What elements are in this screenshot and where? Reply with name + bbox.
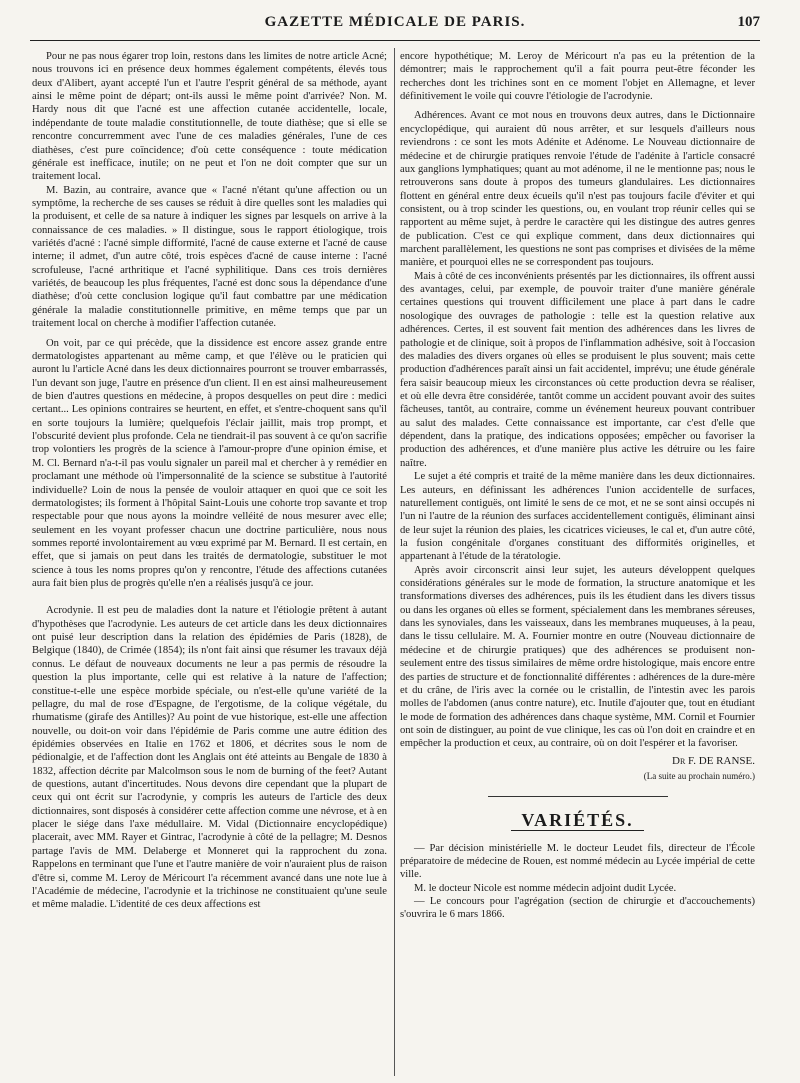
paragraph-adherences-intro: Adhérences. Avant ce mot nous en trouvons deux autres, dans le Dictionnaire encyclopédique, qui auraient dû nous arrêter, et sur lesquels d'ailleurs nous reviendrons : ce sont les mots Adénite et Adénome. Le Nouveau dictionnaire de médecine et de chirurgie pratiques renvoie l'étude de l'adénite à l'article consacré aux ganglions lymphatiques; quant au mot adénome, il ne le mentionne pas; nous le retrouverons sans doute à propos des tumeurs glandulaires. Les dictionnaires flottent en général entre deux écueils qu'il n'est pas toujours facile d'éviter et qui consistent, ou à trop scinder les questions, ou, en voulant trop réunir celles qui se rapportent au même sujet, à perdre le caractère qui les distingue des autres genres de publication. C'est ce qui explique comment, dans deux dictionnaires qui marchent parallèlement, les questions ne sont pas comprises et divisées de la même manière, et pourquoi elles ne se correspondent pas toujours. <box>400 110 755 269</box>
column-divider <box>394 48 395 1076</box>
news-item-leudet: — Par décision ministérielle M. le docteur Leudet fils, directeur de l'École préparatoire de médecine de Rouen, est nommé médecin au Lycée impérial de cette ville. <box>400 842 755 881</box>
left-column <box>32 50 387 1075</box>
page-number: 107 <box>737 14 760 30</box>
paragraph-acne-hardy: Pour ne pas nous égarer trop loin, restons dans les limites de notre article Acné; nous trouvons ici en présence deux hommes également compétents, élevés tous deux d'Alibert, ayant accepté l'un et l'autre l'esprit général de sa méthode, ayant ainsi le même point de départ; ont-ils aussi le même point d'arrivée? Non. M. Hardy nous dit que l'acné est une affection cutanée accidentelle, locale, indépendante de toute maladie constitutionnelle, de toute diathèse; que si elle se rencontre concurremment avec l'une de ces maladies générales, l'une de ces diathèses, c'est pure coïncidence; d'où cette conséquence : toute médication générale est inefficace, inutile; on ne peut et l'on ne doit compter que sur un traitement local. <box>32 51 387 183</box>
paragraph-adherences-avantages: Mais à côté de ces inconvénients présentés par les dictionnaires, ils offrent aussi des avantages, celui, par exemple, de pouvoir traiter d'une manière générale certaines questions qui trouvent difficilement une place à part dans le cadre nosologique des ouvrages de pathologie : telle est la question relative aux adhérences. Certes, il est souvent fait mention des adhérences dans les livres de pathologie et de clinique, soit à propos de l'inflammation adhésive, soit à l'occasion des maladies des divers organes où elles se produisent le plus souvent; mais cette production d'adhérences paraît ainsi un fait accidentel, imprévu; une étude générale fera saisir beaucoup mieux les circonstances où cette production devra se réaliser, et où elle devra être considérée, tantôt comme un accident pouvant avoir des suites fâcheuses, tantôt, au contraire, comme un événement heureux pouvant contribuer au salut des malades. Cette connaissance est importante, car c'est d'elle que dépendent, dans la pratique, des indications opposées; empêcher ou favoriser la production des adhérences, et d'une manière plus active les détruire ou les faire naître. <box>400 270 755 469</box>
page-header <box>30 14 760 41</box>
right-column <box>400 50 755 1075</box>
to-be-continued-note: (La suite au prochain numéro.) <box>643 770 755 781</box>
section-title-varietes <box>400 809 755 832</box>
paragraph-acrodynie: Acrodynie. Il est peu de maladies dont la nature et l'étiologie prêtent à autant d'hypothèses que l'acrodynie. Les auteurs de cet article dans les deux dictionnaires ont puisé leur description dans la relation des épidémies de Paris (1828), de Belgique (1840), de Crimée (1854); ils n'ont fait ainsi que résumer les travaux déjà connus. Le défaut de nouveaux documents ne leur a pas permis de résoudre la question la plus importante, celle qui est relative à la nature de l'affection; constitue-t-elle une espèce morbide spéciale, ou n'est-elle qu'une variété de la pellagre, du mal de rose d'Espagne, de l'ergotisme, de la colique végétale, du rhumatisme (girafe des Antilles)? Au point de vue historique, est-elle une affection nouvelle, ou doit-on voir dans l'épidémie de Paris comme une autre édition des épidémies observées en Italie en 1762 et 1806, et décrites sous le nom de pédionalgie, et de l'affection dont les Anglais ont été atteints au Bengale de 1830 à 1832, affection décrite par Malcolmson sous le nom de burning of the feet? Autant de questions, autant d'incertitudes. Nous devons dire cependant que la plupart de ceux qui ont écrit sur l'acrodynie, y compris les auteurs de l'article des deux dictionnaires, sont disposés à considérer cette affection comme une névrose, et à en placer le siége dans l'axe médullaire. M. Vidal (Dictionnaire encyclopédique) placerait, avec MM. Rayer et Gintrac, l'acrodynie à côté de la pellagre; M. Desnos partage l'avis de MM. Delaberge et Monneret qui la rapprochent du zona. Rappelons en terminant que l'une et l'autre manière de voir n'auraient plus de raison d'être si, comme M. Leroy de Méricourt l'a récemment avancé dans une note lue à l'Académie de médecine, l'acrodynie et la trichinose ne constituaient qu'une seule et même maladie. L'identité de ces deux affections est <box>32 605 387 911</box>
running-head: GAZETTE MÉDICALE DE PARIS. <box>264 14 526 30</box>
news-item-concours: — Le concours pour l'agrégation (section de chirurgie et d'accouchements) s'ouvrira le 6 mars 1866. <box>400 896 755 921</box>
paragraph-adherences-sujet: Le sujet a été compris et traité de la même manière dans les deux dictionnaires. Les auteurs, en définissant les adhérences l'union accidentelle de surfaces, naturellement contiguës, ont limité le sens de ce mot, et ne se sont ainsi occupés ni l'un ni l'autre de la réunion des surfaces accidentellement contiguës, éliminant ainsi de leur sujet la réunion des plaies, les cicatrices vicieuses, le cal et, d'un autre côté, la fusion congénitale d'organes constituant des difformités originelles, et appartenant à l'étude de la tératologie. <box>400 471 755 563</box>
paragraph-adherences-auteurs: Après avoir circonscrit ainsi leur sujet, les auteurs développent quelques considérations générales sur le mode de formation, la structure anatomique et les transformations diverses des adhérences, puis ils les étudient dans les divers tissus ou dans les organes où elles se forment, spécialement dans les membranes séreuses, dans les synoviales, dans les vaisseaux, dans les membranes muqueuses, à la peau, dans le tissu cellulaire. M. A. Fournier montre en outre (Nouveau dictionnaire de médecine et de chirurgie pratiques) que des adhérences se produisent non-seulement entre des tissus similaires de même ordre histologique, mais encore entre des parties de structure et de fonctionnalité différentes : adhérences de la dure-mère et du crâne, de l'iris avec la cornée ou le cristallin, de l'intestin avec les parois molles de l'abdomen (anus contre nature), etc. Inutile d'ajouter que, tout en étudiant le mode de formation des adhérences dans chaque système, MM. Cornil et Fournier ont soin de distinguer, au point de vue clinique, les cas où l'on doit en craindre et en empêcher la production et ceux, au contraire, où on doit l'espérer et la favoriser. <box>400 564 755 750</box>
paragraph-acrodynie-cont: encore hypothétique; M. Leroy de Méricourt n'a pas eu la prétention de la démontrer; mais le rapprochement qu'il a fait pourra peut-être féconder les recherches dont les trichines sont en ce moment l'objet en Allemagne, et lever définitivement le voile qui couvre l'étiologie de l'acrodynie. <box>400 51 755 103</box>
author-signature: Dr F. DE RANSE. <box>672 754 755 767</box>
varietes-title-text: VARIÉTÉS. <box>511 810 643 831</box>
news-item-nicole: M. le docteur Nicole est nomme médecin adjoint dudit Lycée. <box>414 882 677 894</box>
section-separator <box>488 796 668 797</box>
paragraph-dissidence: On voit, par ce qui précède, que la dissidence est encore assez grande entre dermatologistes appartenant au même camp, et que l'élève ou le praticien qui auront lu l'article Acné dans les deux dictionnaires pourront se trouver embarrassés, l'un devant son juge, l'autre en présence d'un client. Il en est ainsi malheureusement de bien d'autres questions en médecine, à propos desquelles on peut dire : medici certant... Les opinions contraires se heurtent, en effet, et s'entre-choquent sans qu'il en sorte toujours la lumière; quelquefois l'éclair jaillit, mais trop prompt, et l'obscurité devient plus profonde. Cela ne tiendrait-il pas souvent à ce qu'on sacrifie trop volontiers les progrès de la science à l'amour-propre d'une opinion émise, et M. Cl. Bernard n'a-t-il pas voulu signaler un pareil mal et chercher à y remédier en proclamant une méthode où l'impersonnalité de la science se substitue à l'autorité individuelle? Loin de nous la pensée de vouloir attaquer en quoi que ce soit les dermatologistes; ils forment à l'hôpital Saint-Louis une cohorte trop savante et trop respectable pour que nous ayons la moindre velléité de nous mesurer avec elle; seulement en les voyant professer chacun une doctrine particulière, nous nous sommes reporté involontairement au vœu exprimé par M. Bernard. Il est certain, en effet, que si jamais on peut dans les traités de dermatologie, substituer le mot science à tous les noms propres qu'on y rencontre, l'étude des affections cutanées aura fait bien plus de progrès qu'elle n'en a réalisés jusqu'à ce jour. <box>32 337 387 590</box>
paragraph-acne-bazin: M. Bazin, au contraire, avance que « l'acné n'étant qu'une affection ou un symptôme, la recherche de ses causes se réduit à dire quelles sont les maladies qui la produisent, et celle de sa nature à indiquer les signes par lesquels on arrive à la connaissance de ces maladies. » Il distingue, sous le rapport étiologique, trois variétés d'acné : l'acné simple difformité, l'acné de cause externe et l'acné de cause interne; il admet, d'un autre côté, trois espèces d'acné de cause interne : l'acné scrofuleuse, l'acné arthritique et l'acné syphilitique. Dans ces trois dernières variétés, de beaucoup les plus fréquentes, l'acné est donc sous la dépendance d'une diathèse; d'où cette conclusion logique qu'il faut combattre par une médication générale la maladie constitutionnelle primitive, en même temps que par un traitement local on cherche à modifier l'affection cutanée. <box>32 184 387 330</box>
